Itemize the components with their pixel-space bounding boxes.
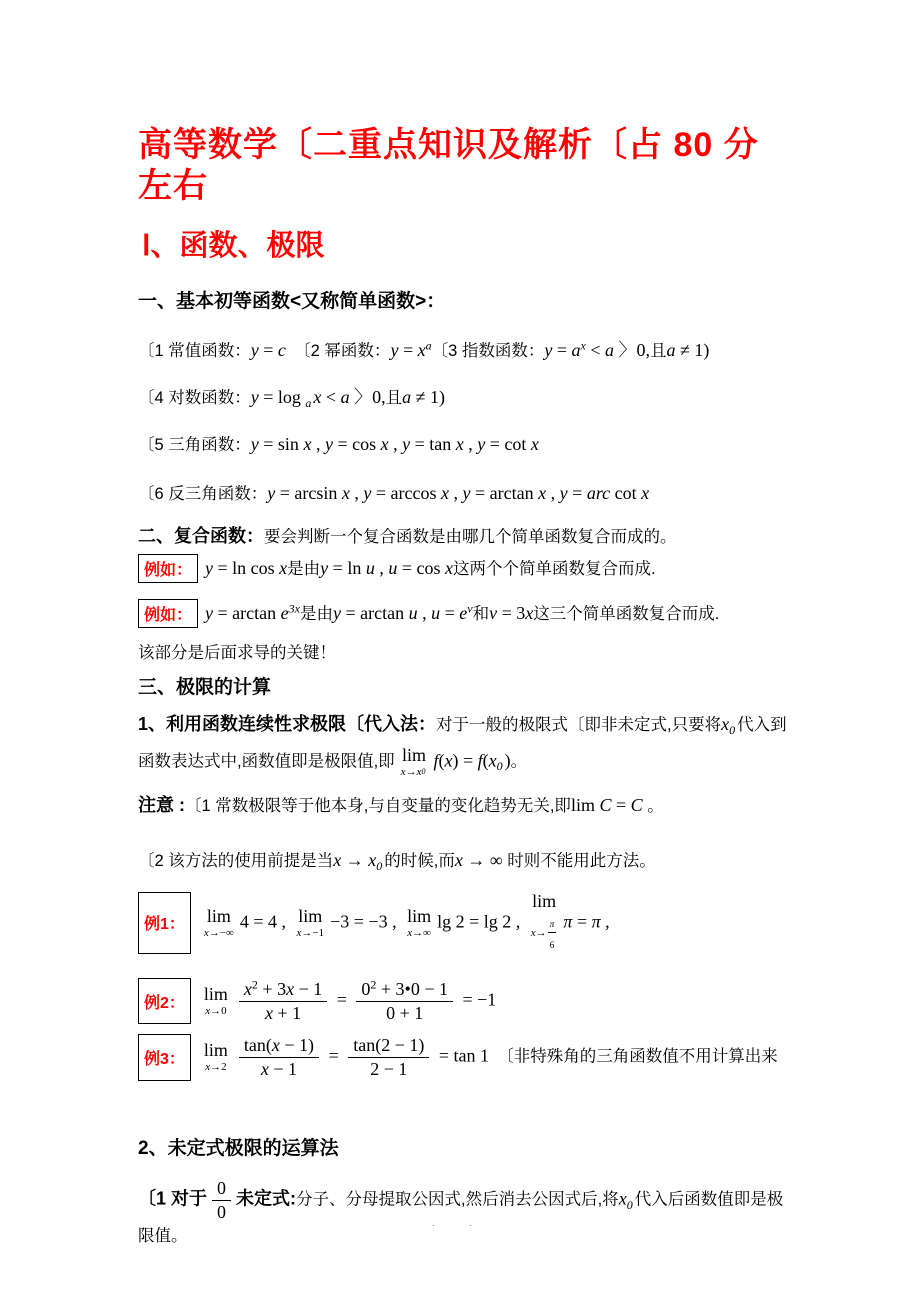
page-footer-dots: · · <box>431 1220 489 1230</box>
basic-function-line-1: 〔1 常值函数：y = c 〔2 幂函数：$y = x^a$〔3 指数函数：$y = a^x < a$ 〉0,且a ≠ 1) <box>138 338 710 361</box>
example-composite-2 <box>138 599 792 628</box>
example-composite-1 <box>138 554 792 583</box>
method1-note-1: 注意 :〔1 常数极限等于他本身,与自变量的变化趋势无关,即lim C = C 。 <box>138 794 664 815</box>
basic-function-line-3: 〔5 三角函数：y = sin x , y = cos x , y = tan x , y = cot x <box>138 434 539 455</box>
limit-example-1-math: lim x →−∞ 4 = 4 , lim x →−1 −3 = −3 , lim x →∞ lg 2 = lg 2 , lim x → π 6 π = π , <box>203 890 610 952</box>
example-2-label-box: 例2： <box>138 978 191 1024</box>
document-title: 高等数学〔二重点知识及解析〔占 80 分左右 <box>138 126 759 205</box>
example-3-label-box: 例3： <box>138 1034 191 1080</box>
section3-heading: 三、极限的计算 <box>138 677 272 699</box>
example-1-label-box: 例1： <box>138 892 191 954</box>
method1-line-1: 1、利用函数连续性求极限〔代入法：对于一般的极限式〔即非未定式,只要将$x_0$ 代入到 <box>138 713 787 738</box>
example-label-box: 例如： <box>138 554 198 583</box>
derivative-key-note: 该部分是后面求导的关键！ <box>138 644 336 663</box>
limit-example-2 <box>138 978 792 1024</box>
example-composite-1-math: y = ln cos x是由y = ln u , u = cos x这两个个简单函数复合而成. <box>205 558 656 579</box>
basic-function-line-2: 〔4 对数函数：y = log $_a$ x < a 〉0,且a ≠ 1) <box>138 387 445 411</box>
example-composite-2-math: $y = \arctan e^{3x}$是由y = arctan u , $u = e^v$和v = 3x这三个简单函数复合而成. <box>205 601 720 624</box>
method1-note-2: 〔2 该方法的使用前提是当$x \to x_0$ 的时候,而x → ∞ 时则不能用此方法。 <box>138 849 656 874</box>
example-label-box: 例如： <box>138 599 198 628</box>
basic-function-line-4: 〔6 反三角函数：y = arcsin x , y = arccos x , y = arctan x , y = arc cot x <box>138 483 650 504</box>
limit-example-3-math: lim x →2 $\frac{\tan(x - 1)}{x - 1}$ = $\frac{\tan(2 - 1)}{2 - 1}$ = tan 1 〔非特殊角的三角函数值不用计算出来 <box>203 1035 778 1079</box>
method1-line-2: 函数表达式中,函数值即是极限值,即 lim x → x 0 $f(x) = f(x_0$ )。 <box>138 744 528 778</box>
limit-example-3 <box>138 1034 792 1080</box>
method2-line-1: 〔1 对于 $\frac{0}{0}$ 未定式:分子、分母提取公因式,然后消去公因式后,将$x_0$ 代入后函数值即是极限值。 <box>138 1178 784 1245</box>
section2-heading-line: 二、复合函数：要会判断一个复合函数是由哪几个简单函数复合而成的。 <box>138 526 677 547</box>
section1-heading: 一、基本初等函数<又称简单函数>： <box>138 291 446 313</box>
part1-heading: Ⅰ、函数、极限 <box>142 229 325 262</box>
limit-example-1 <box>138 892 792 954</box>
limit-example-2-math: lim x →0 $\frac{x^2 + 3x - 1}{x + 1}$ = $\frac{0^2 + 3•0 - 1}{0 + 1}$ = −1 <box>203 977 497 1023</box>
method2-heading: 2、未定式极限的运算法 <box>138 1137 339 1159</box>
